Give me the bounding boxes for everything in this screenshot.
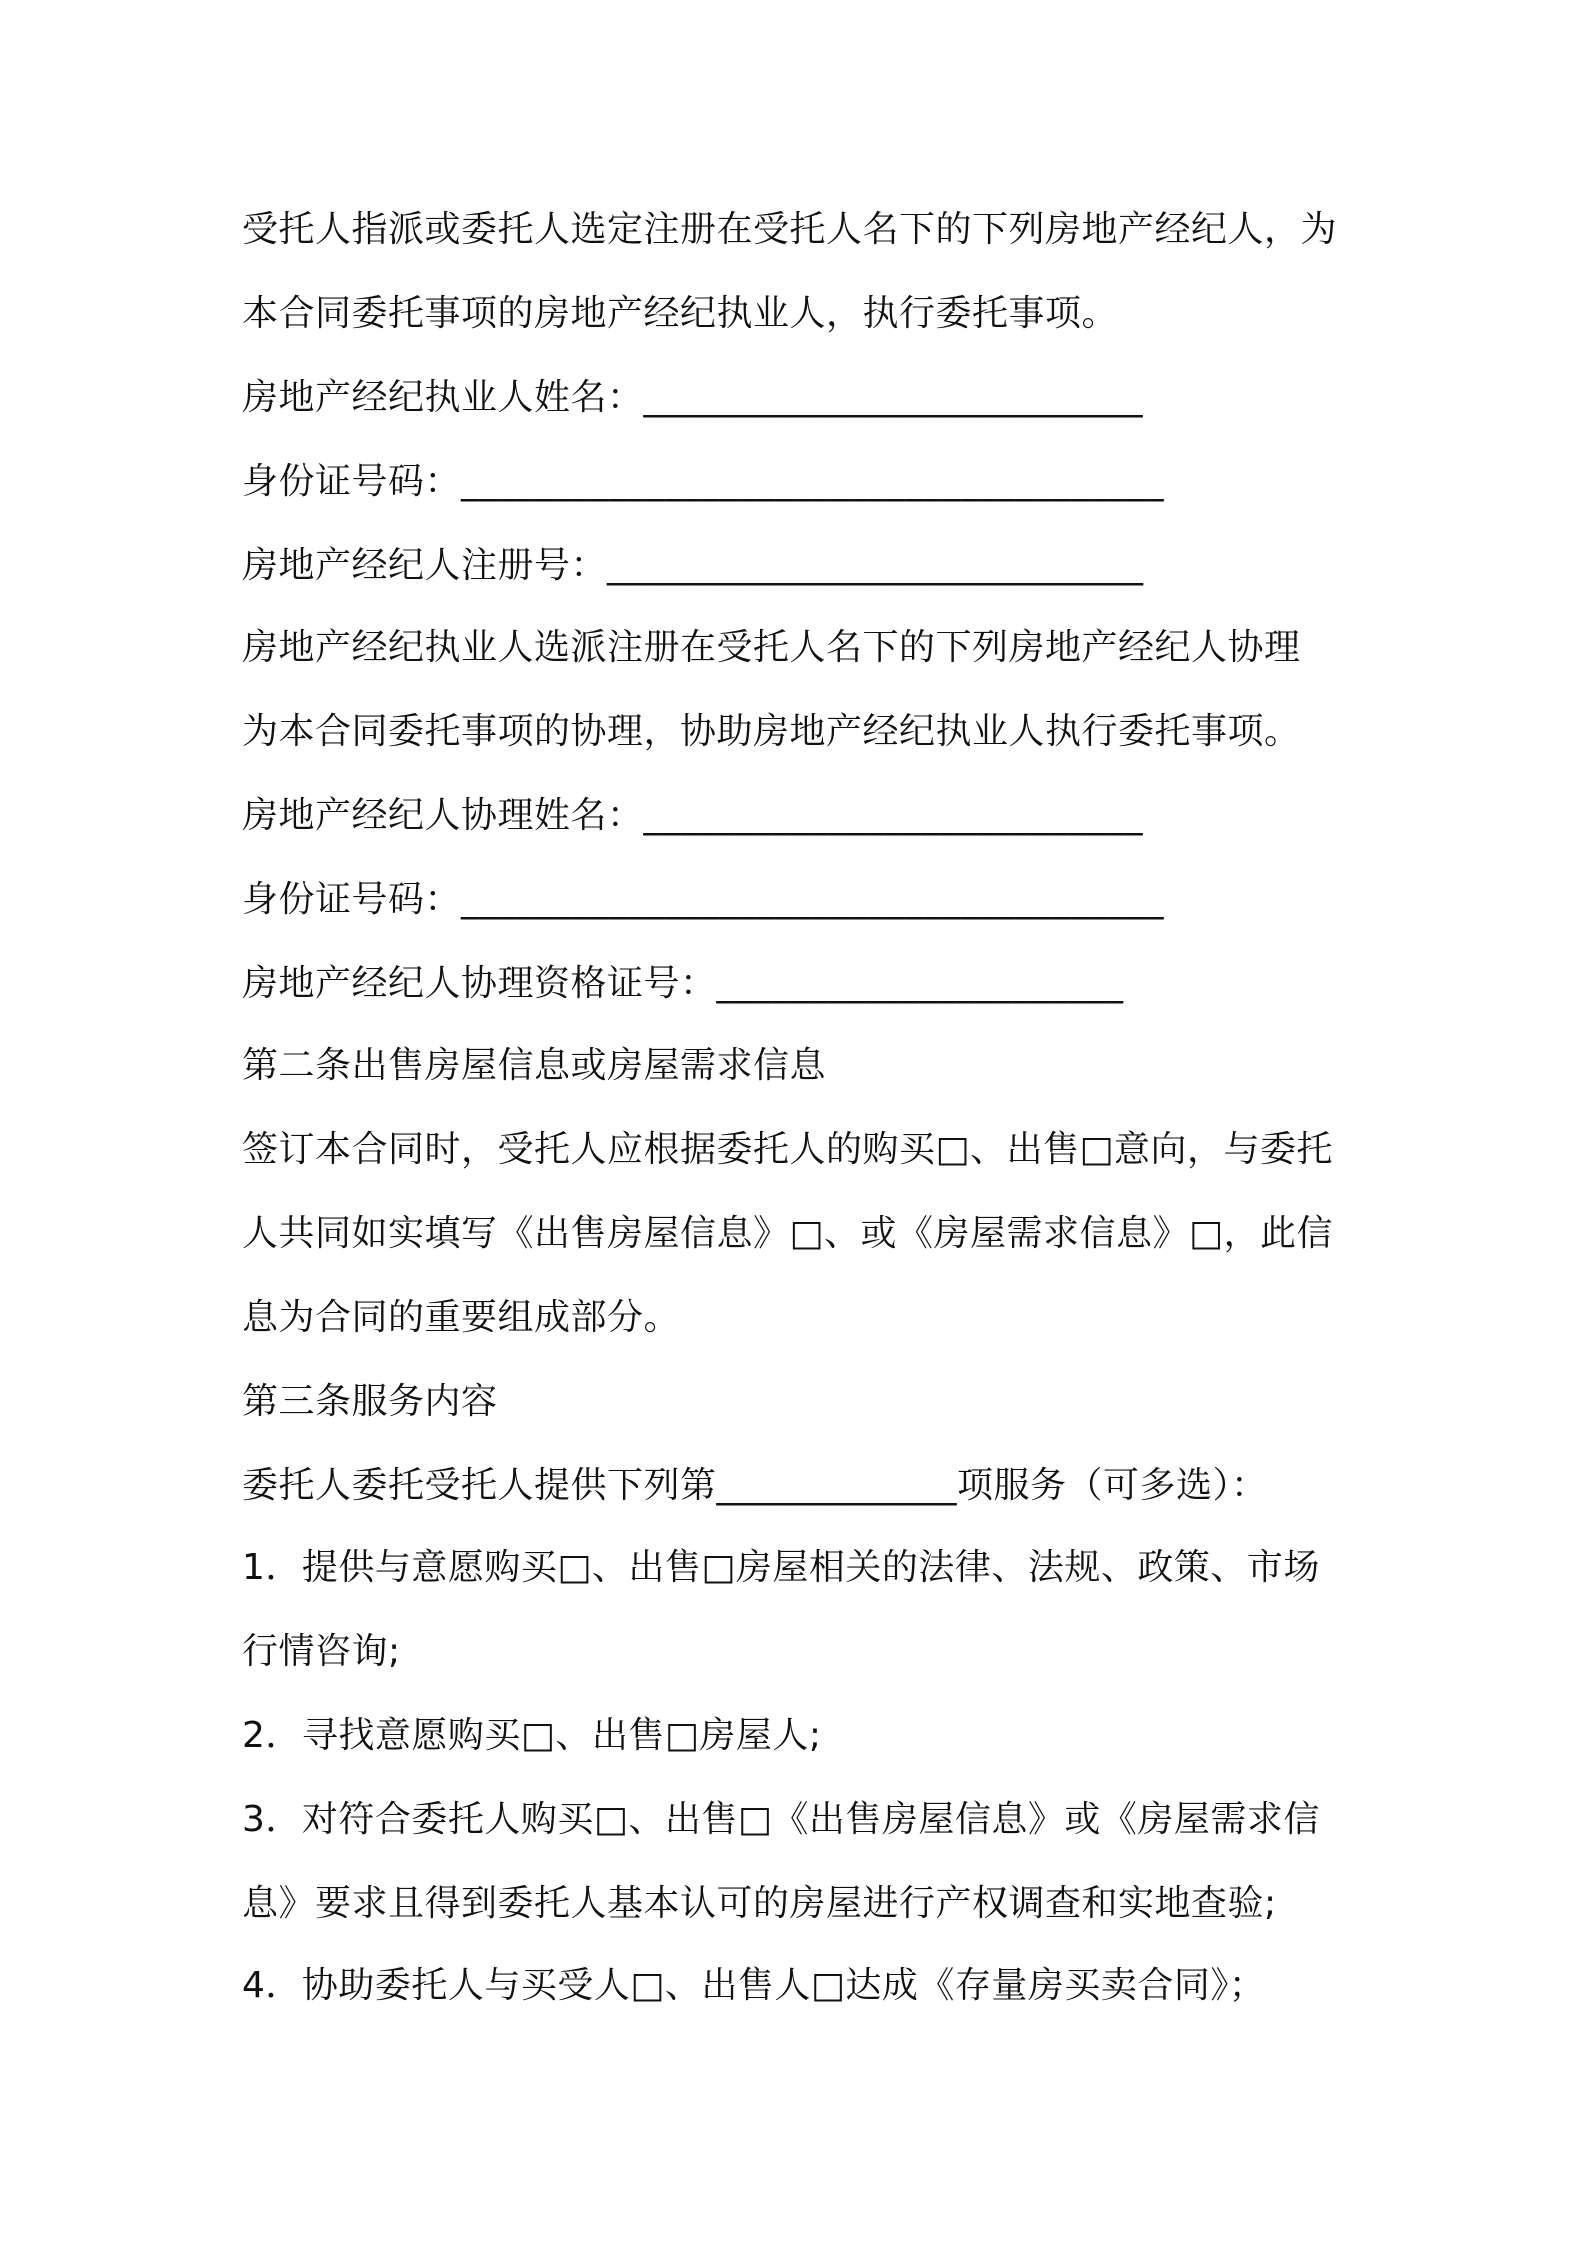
body-text-line: 为本合同委托事项的协理，协助房地产经纪执业人执行委托事项。	[242, 711, 1301, 752]
list-item-continuation: 行情咨询;	[242, 1631, 401, 1672]
section-heading: 第二条出售房屋信息或房屋需求信息	[242, 1045, 827, 1086]
list-item: 3．对符合委托人购买□、出售□《出售房屋信息》或《房屋需求信	[242, 1799, 1320, 1840]
body-text-line: 本合同委托事项的房地产经纪执业人，执行委托事项。	[242, 293, 1119, 334]
agent-name-field-label: 房地产经纪执业人姓名：___________________________	[242, 377, 1144, 418]
id-number-field-label: 身份证号码：______________________________________	[242, 879, 1165, 920]
list-item-continuation: 息》要求且得到委托人基本认可的房屋进行产权调查和实地查验;	[242, 1883, 1277, 1924]
section-heading: 第三条服务内容	[242, 1381, 498, 1422]
assistant-name-field-label: 房地产经纪人协理姓名：___________________________	[242, 795, 1144, 836]
body-text-line: 房地产经纪执业人选派注册在受托人名下的下列房地产经纪人协理	[242, 627, 1301, 668]
list-item: 2．寻找意愿购买□、出售□房屋人;	[242, 1715, 822, 1756]
list-item: 1．提供与意愿购买□、出售□房屋相关的法律、法规、政策、市场	[242, 1547, 1320, 1588]
list-item: 4．协助委托人与买受人□、出售人□达成《存量房买卖合同》；	[242, 1965, 1266, 2006]
id-number-field-label: 身份证号码：______________________________________	[242, 461, 1165, 502]
assistant-certificate-field-label: 房地产经纪人协理资格证号：______________________	[242, 963, 1124, 1004]
body-text-line: 人共同如实填写《出售房屋信息》□、或《房屋需求信息》□，此信	[242, 1213, 1334, 1254]
body-text-line: 受托人指派或委托人选定注册在受托人名下的下列房地产经纪人，为	[242, 209, 1338, 250]
body-text-line: 委托人委托受托人提供下列第_____________项服务（可多选）：	[242, 1465, 1268, 1506]
body-text-line: 息为合同的重要组成部分。	[242, 1297, 681, 1338]
agent-registration-field-label: 房地产经纪人注册号：_____________________________	[242, 545, 1144, 586]
body-text-line: 签订本合同时，受托人应根据委托人的购买□、出售□意向，与委托	[242, 1129, 1334, 1170]
